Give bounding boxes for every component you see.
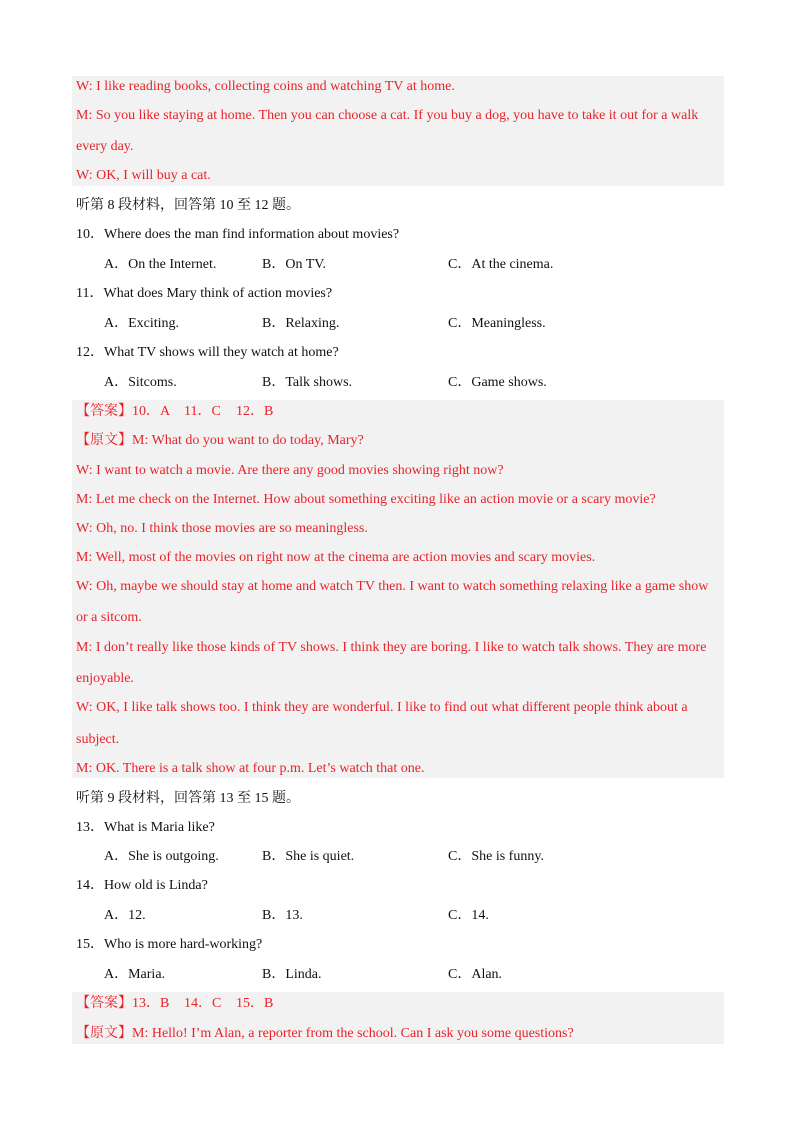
option-a: A．Maria. xyxy=(104,967,166,982)
option-c: C．At the cinema. xyxy=(448,257,554,272)
option-b: B．Talk shows. xyxy=(262,375,353,390)
option-c: C．Meaningless. xyxy=(448,316,546,331)
question-stem: 14．How old is Linda? xyxy=(76,878,208,893)
transcript-line: M: OK. There is a talk show at four p.m. Let’s watch that one. xyxy=(76,761,425,776)
transcript-line: every day. xyxy=(76,139,134,154)
option-a: A．Sitcoms. xyxy=(104,375,177,390)
option-b: B．She is quiet. xyxy=(262,849,355,864)
option-a: A．Exciting. xyxy=(104,316,180,331)
answer-item: 14．C xyxy=(184,996,222,1011)
option-a: A．She is outgoing. xyxy=(104,849,219,864)
transcript-line: W: Oh, no. I think those movies are so meaningless. xyxy=(76,521,368,536)
transcript-line xyxy=(76,432,364,450)
question-stem: 11．What does Mary think of action movies? xyxy=(76,286,333,301)
transcript-text: M: Hello! I’m Alan, a reporter from the school. Can I ask you some questions? xyxy=(132,1026,574,1041)
transcript-line: W: I want to watch a movie. Are there any good movies showing right now? xyxy=(76,463,504,478)
option-a: A．On the Internet. xyxy=(104,257,217,272)
transcript-line: or a sitcom. xyxy=(76,610,142,625)
transcript-line: M: Let me check on the Internet. How about something exciting like an action movie or a scary movie? xyxy=(76,492,656,507)
option-c: C．Game shows. xyxy=(448,375,547,390)
option-c: C．Alan. xyxy=(448,967,503,982)
option-c: C．14. xyxy=(448,908,489,923)
transcript-line: W: OK, I like talk shows too. I think they are wonderful. I like to find out what different people think about a xyxy=(76,700,688,715)
question-stem: 10．Where does the man find information about movies? xyxy=(76,227,400,242)
transcript-line: M: Well, most of the movies on right now at the cinema are action movies and scary movies. xyxy=(76,550,596,565)
question-stem: 12．What TV shows will they watch at home? xyxy=(76,345,339,360)
option-b: B．On TV. xyxy=(262,257,327,272)
transcript-label: 【原文】 xyxy=(76,433,132,448)
transcript-line xyxy=(76,1025,574,1043)
answer-item: 15．B xyxy=(236,996,274,1011)
transcript-line: W: OK, I will buy a cat. xyxy=(76,168,211,183)
option-b: B．13. xyxy=(262,908,303,923)
section-heading: 听第 8 段材料，回答第 10 至 12 题。 xyxy=(76,198,300,213)
transcript-line: M: So you like staying at home. Then you can choose a cat. If you buy a dog, you have to take it out for a walk xyxy=(76,108,699,123)
answer-label: 【答案】 xyxy=(76,996,132,1011)
transcript-line: M: I don’t really like those kinds of TV shows. I think they are boring. I like to watch talk shows. They are more xyxy=(76,640,707,655)
answer-item: 13．B xyxy=(132,996,170,1011)
transcript-label: 【原文】 xyxy=(76,1026,132,1041)
option-c: C．She is funny. xyxy=(448,849,544,864)
answer-item: 12．B xyxy=(236,404,274,419)
answer-line xyxy=(76,403,273,421)
transcript-text: M: What do you want to do today, Mary? xyxy=(132,433,364,448)
answer-label: 【答案】 xyxy=(76,404,132,419)
option-b: B．Linda. xyxy=(262,967,322,982)
answer-item: 11．C xyxy=(184,404,221,419)
transcript-line: subject. xyxy=(76,732,120,747)
question-stem: 13．What is Maria like? xyxy=(76,820,215,835)
transcript-line: W: I like reading books, collecting coins and watching TV at home. xyxy=(76,79,455,94)
transcript-line: enjoyable. xyxy=(76,671,134,686)
answer-line xyxy=(76,995,273,1013)
option-a: A．12. xyxy=(104,908,146,923)
question-stem: 15．Who is more hard-working? xyxy=(76,937,263,952)
option-b: B．Relaxing. xyxy=(262,316,340,331)
transcript-line: W: Oh, maybe we should stay at home and watch TV then. I want to watch something relaxing like a game show xyxy=(76,579,709,594)
answer-item: 10．A xyxy=(132,404,171,419)
section-heading: 听第 9 段材料，回答第 13 至 15 题。 xyxy=(76,791,300,806)
